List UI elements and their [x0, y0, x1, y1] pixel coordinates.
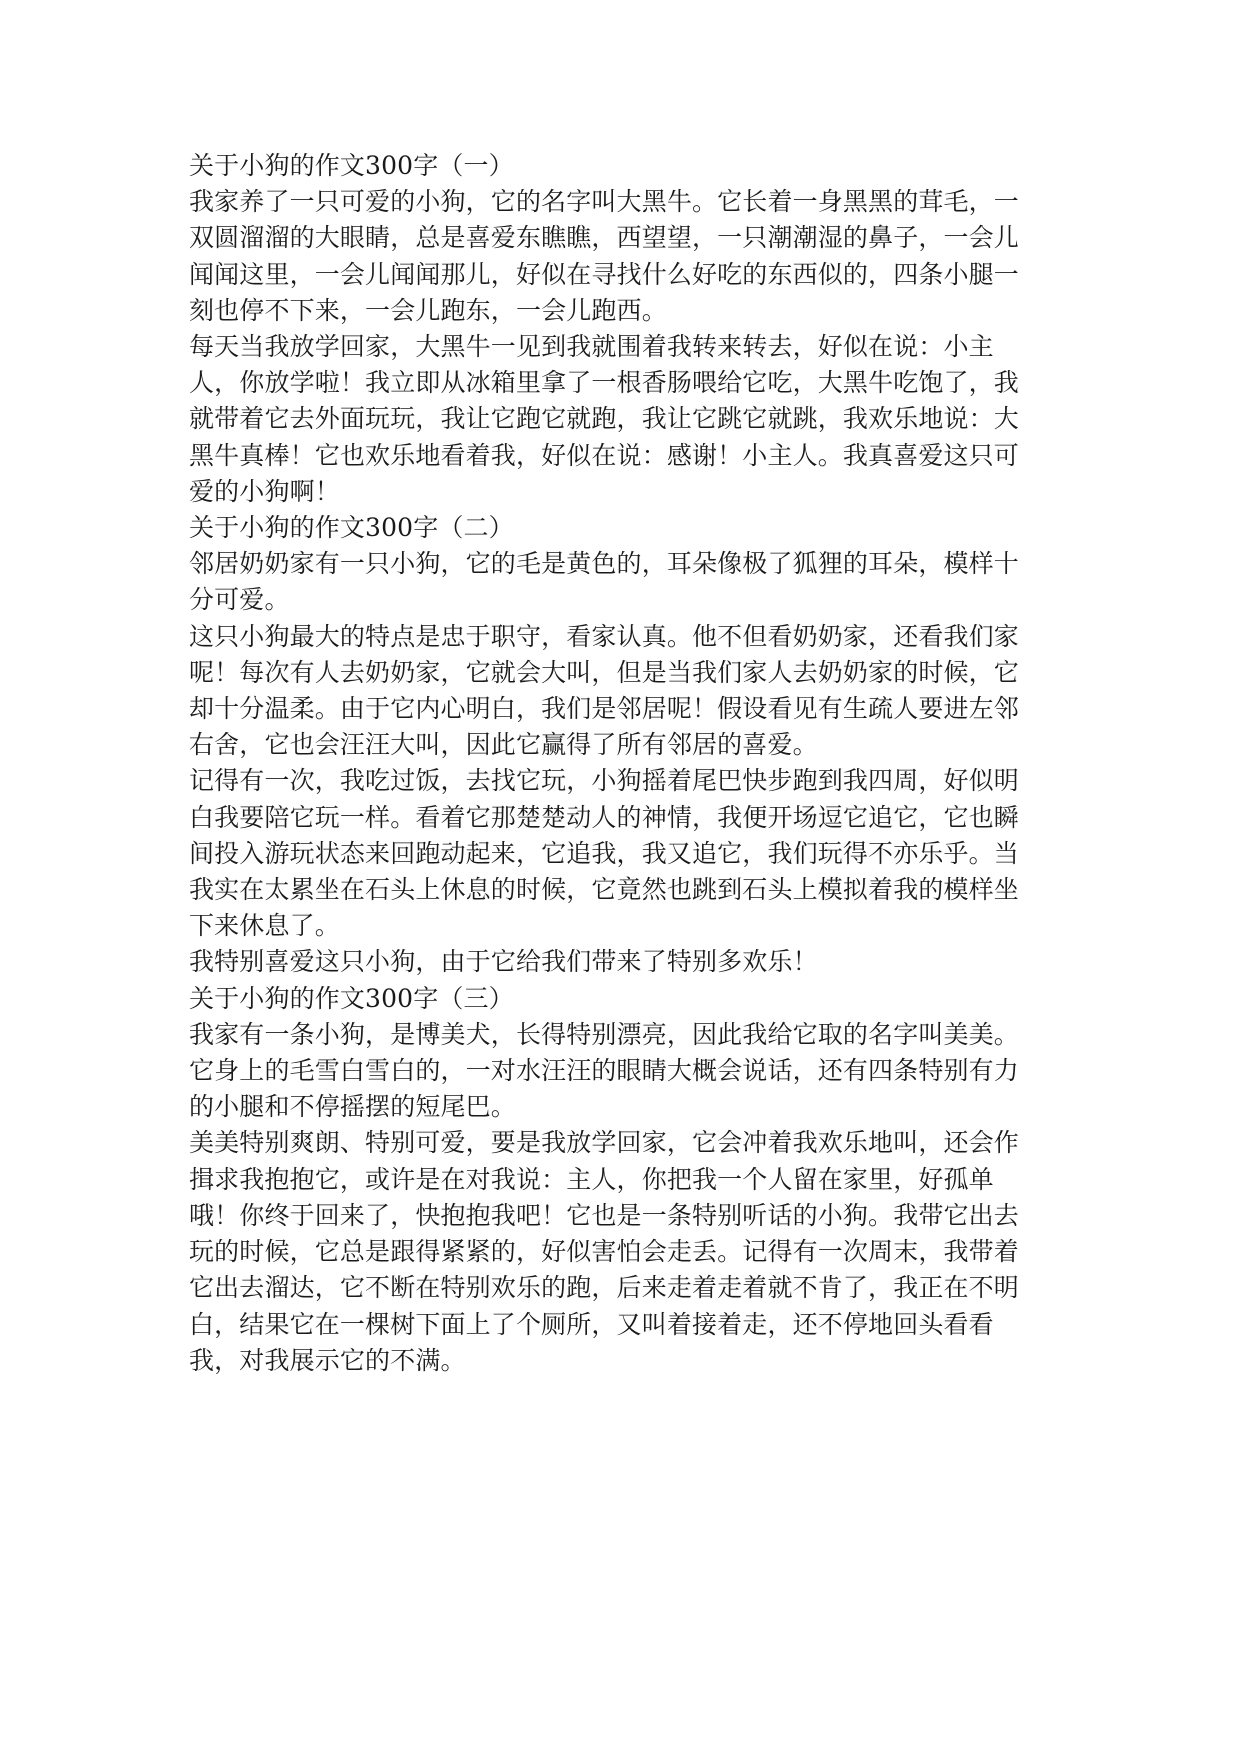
- section-1: [189, 148, 1044, 510]
- document-body: [189, 148, 1044, 1379]
- section-title: 关于小狗的作文300字（一）: [189, 151, 514, 180]
- paragraph: 每天当我放学回家，大黑牛一见到我就围着我转来转去，好似在说：小主人，你放学啦！我立即从冰箱里拿了一根香肠喂给它吃，大黑牛吃饱了，我就带着它去外面玩玩，我让它跑它就跑，我让它跳它就跳，我欢乐地说：大黑牛真棒！它也欢乐地看着我，好似在说：感谢！小主人。我真喜爱这只可爱的小狗啊！: [189, 332, 1019, 506]
- paragraph: 美美特别爽朗、特别可爱，要是我放学回家，它会冲着我欢乐地叫，还会作揖求我抱抱它，或许是在对我说：主人，你把我一个人留在家里，好孤单哦！你终于回来了，快抱抱我吧！它也是一条特别听话的小狗。我带它出去玩的时候，它总是跟得紧紧的，好似害怕会走丢。记得有一次周末，我带着它出去溜达，它不断在特别欢乐的跑，后来走着走着就不肯了，我正在不明白，结果它在一棵树下面上了个厕所，又叫着接着走，还不停地回头看看我，对我展示它的不满。: [189, 1128, 1019, 1375]
- paragraph: 我特别喜爱这只小狗，由于它给我们带来了特别多欢乐！: [189, 947, 818, 977]
- paragraph: 邻居奶奶家有一只小狗，它的毛是黄色的，耳朵像极了狐狸的耳朵，模样十分可爱。: [189, 549, 1019, 615]
- paragraph: 这只小狗最大的特点是忠于职守，看家认真。他不但看奶奶家，还看我们家呢！每次有人去奶奶家，它就会大叫，但是当我们家人去奶奶家的时候，它却十分温柔。由于它内心明白，我们是邻居呢！假设看见有生疏人要进左邻右舍，它也会汪汪大叫，因此它赢得了所有邻居的喜爱。: [189, 621, 1019, 760]
- section-title: 关于小狗的作文300字（二）: [189, 513, 514, 543]
- section-title: 关于小狗的作文300字（三）: [189, 983, 514, 1013]
- paragraph: 我家养了一只可爱的小狗，它的名字叫大黑牛。它长着一身黑黑的茸毛，一双圆溜溜的大眼睛，总是喜爱东瞧瞧，西望望，一只潮潮湿的鼻子，一会儿闻闻这里，一会儿闻闻那儿，好似在寻找什么好吃的东西似的，四条小腿一刻也停不下来，一会儿跑东，一会儿跑西。: [189, 187, 1019, 325]
- section-3: [189, 981, 1044, 1379]
- paragraph: 我家有一条小狗，是博美犬，长得特别漂亮，因此我给它取的名字叫美美。它身上的毛雪白雪白的，一对水汪汪的眼睛大概会说话，还有四条特别有力的小腿和不停摇摆的短尾巴。: [189, 1019, 1019, 1122]
- section-2: [189, 510, 1044, 981]
- paragraph: 记得有一次，我吃过饭，去找它玩，小狗摇着尾巴快步跑到我四周，好似明白我要陪它玩一样。看着它那楚楚动人的神情，我便开场逗它追它，它也瞬间投入游玩状态来回跑动起来，它追我，我又追它，我们玩得不亦乐乎。当我实在太累坐在石头上休息的时候，它竟然也跳到石头上模拟着我的模样坐下来休息了。: [189, 766, 1019, 941]
